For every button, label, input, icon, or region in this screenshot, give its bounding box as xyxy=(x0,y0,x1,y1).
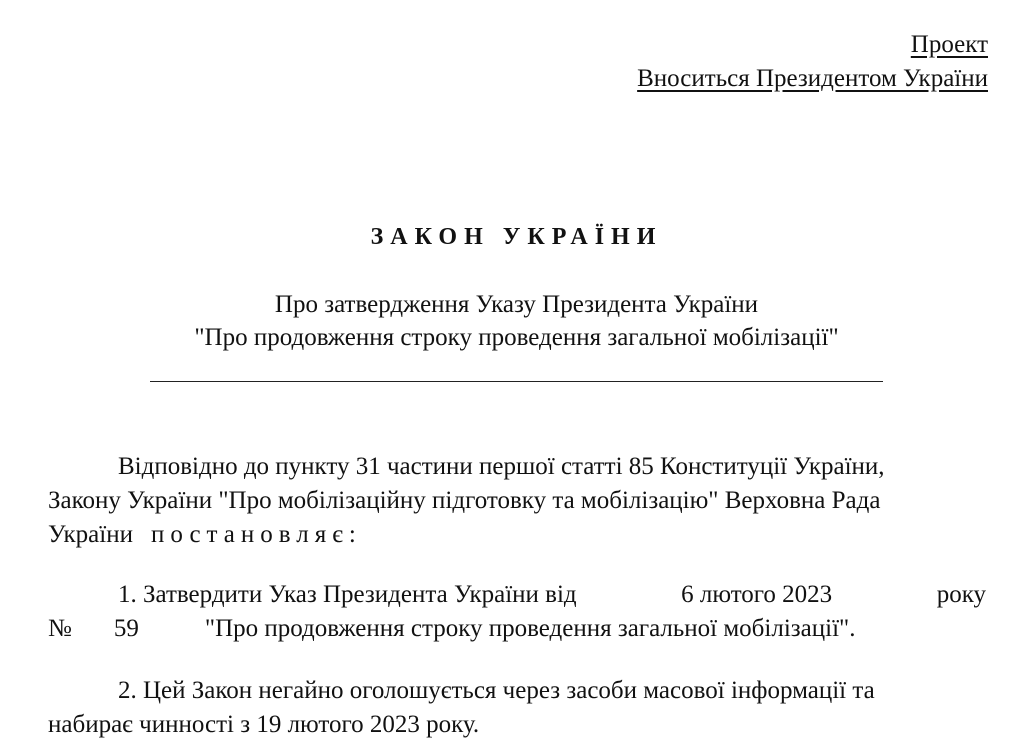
subtitle-line-1: Про затвердження Указу Президента України xyxy=(274,291,759,318)
title-divider xyxy=(150,381,883,382)
item-1-date: 6 лютого 2023 xyxy=(681,581,833,608)
preamble-line-1: Відповідно до пункту 31 частини першої статті 85 Конституції України, xyxy=(118,453,885,480)
item-2-line-2: набирає чинності з 19 лютого 2023 року. xyxy=(48,711,480,738)
item-1-line-2 xyxy=(48,612,986,646)
preamble-line-2: Закону України "Про мобілізаційну підготовку та мобілізацію" Верховна Рада xyxy=(48,487,881,514)
decree-title: "Про продовження строку проведення загальної мобілізації". xyxy=(204,615,856,642)
law-title: ЗАКОН УКРАЇНИ xyxy=(370,224,663,250)
number-sign: № xyxy=(48,615,72,642)
subtitle-line-2: "Про продовження строку проведення загальної мобілізації" xyxy=(194,324,839,351)
enacting-word: постановляє: xyxy=(150,521,362,548)
item-2-paragraph xyxy=(48,674,986,742)
item-1-paragraph xyxy=(48,578,986,646)
item-1-year-word: року xyxy=(936,581,986,608)
preamble-line-3-start: України xyxy=(48,521,133,548)
project-label: Проект xyxy=(910,31,988,58)
law-subtitle xyxy=(0,288,1033,354)
preamble-line-3 xyxy=(48,518,986,552)
item-1-line-1 xyxy=(48,578,986,612)
item-2-line-1: 2. Цей Закон негайно оголошується через засоби масової інформації та xyxy=(118,677,875,704)
preamble-paragraph xyxy=(48,450,986,552)
decree-number: 59 xyxy=(113,615,139,642)
item-1-text: 1. Затвердити Указ Президента України від xyxy=(118,581,577,608)
header-annotation xyxy=(637,28,988,96)
submitted-by-label: Вноситься Президентом України xyxy=(637,65,988,92)
